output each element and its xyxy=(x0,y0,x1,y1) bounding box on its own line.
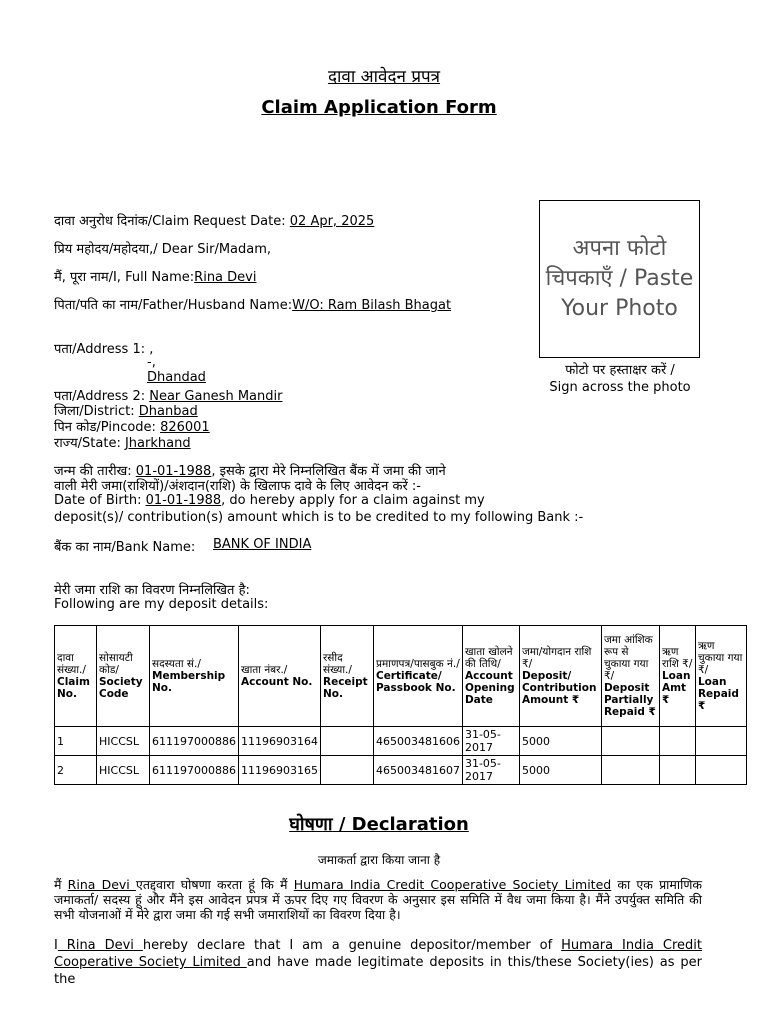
district-label: जिला/District: xyxy=(54,404,139,419)
table-cell xyxy=(695,727,746,756)
declaration-title xyxy=(0,812,758,836)
salutation: प्रिय महोदय/महोदया,/ Dear Sir/Madam, xyxy=(54,242,272,257)
photo-caption-hindi: फोटो पर हस्ताक्षर करें / xyxy=(565,363,675,378)
father-husband-value: W/O: Ram Bilash Bhagat xyxy=(292,298,452,313)
column-header xyxy=(462,626,519,727)
deposit-intro-hindi: मेरी जमा राशि का विवरण निम्नलिखित है: xyxy=(54,583,250,598)
decl-hindi-name: Rina Devi xyxy=(67,877,136,892)
column-header-english: Society Code xyxy=(99,676,143,700)
table-cell: 11196903165 xyxy=(238,756,320,785)
declaration-title-hindi: घोषणा xyxy=(289,814,333,835)
state-value: Jharkhand xyxy=(124,436,191,451)
column-header xyxy=(320,626,373,727)
declaration-title-english: / Declaration xyxy=(332,814,469,835)
table-cell: 5000 xyxy=(519,756,601,785)
deposit-intro-english: Following are my deposit details: xyxy=(54,597,269,612)
photo-caption xyxy=(540,362,700,396)
deposit-table-header xyxy=(55,626,747,727)
decl-english-part3: and have made legitimate deposits in this/these Society(ies) as per the xyxy=(54,955,702,987)
table-cell: 611197000886 xyxy=(150,727,239,756)
address1-label: पता/Address 1: , xyxy=(54,342,154,357)
bank-value: BANK OF INDIA xyxy=(213,537,312,552)
column-header-hindi: रसीद संख्या./ xyxy=(322,652,352,676)
father-husband-label: पिता/पति का नाम/Father/Husband Name: xyxy=(54,298,293,313)
table-cell: 465003481606 xyxy=(373,727,462,756)
table-cell: 1 xyxy=(55,727,97,756)
full-name-value: Rina Devi xyxy=(194,270,257,285)
table-cell: 11196903164 xyxy=(238,727,320,756)
address2-value: Near Ganesh Mandir xyxy=(149,389,283,404)
column-header-english: Claim No. xyxy=(57,676,90,700)
column-header xyxy=(695,626,746,727)
dob-hindi-line2: वाली मेरी जमा(राशियों)/अंशदान(राशि) के खिलाफ दावे के लिए आवेदन करें :- xyxy=(54,479,422,494)
decl-english-name: Rina Devi xyxy=(57,938,143,953)
pincode-label: पिन कोड/Pincode: xyxy=(54,420,161,435)
table-row xyxy=(55,727,747,756)
column-header xyxy=(238,626,320,727)
photo-box-text: अपना फोटो चिपकाएँ / Paste Your Photo xyxy=(545,236,694,321)
column-header xyxy=(55,626,97,727)
pincode-value: 826001 xyxy=(160,420,210,435)
table-cell xyxy=(659,756,695,785)
column-header-hindi: खाता नंबर./ xyxy=(240,664,288,676)
declaration-english xyxy=(54,937,702,988)
address1-line2: -, xyxy=(147,355,156,370)
column-header xyxy=(659,626,695,727)
table-cell xyxy=(695,756,746,785)
decl-english-society: Humara India Credit Cooperative Society Limited xyxy=(54,938,703,970)
decl-english-part1: I xyxy=(54,938,58,953)
photo-caption-english: Sign across the photo xyxy=(549,380,691,395)
address1-line3: Dhandad xyxy=(147,370,206,385)
table-row xyxy=(55,756,747,785)
column-header-english: Account No. xyxy=(240,676,313,688)
column-header-english: Receipt No. xyxy=(322,676,368,700)
column-header-hindi: ऋण राशि ₹/ xyxy=(661,646,693,670)
table-cell: 611197000886 xyxy=(150,756,239,785)
column-header-hindi: प्रमाणपत्र/पासबुक नं./ xyxy=(375,658,460,670)
column-header-english: Account Opening Date xyxy=(464,670,515,706)
form-title-hindi: दावा आवेदन प्रपत्र xyxy=(327,67,441,87)
dob-hindi-date: 01-01-1988 xyxy=(135,464,212,479)
column-header-hindi: सोसायटी कोड/ xyxy=(99,652,133,676)
dob-hindi-label: जन्म की तारीख: xyxy=(54,464,136,479)
column-header xyxy=(601,626,659,727)
claim-date-line xyxy=(54,211,374,229)
column-header-english: Membership No. xyxy=(152,670,226,694)
dob-hindi-rest: , इसके द्वारा मेरे निम्नलिखित बैंक में जमा की जाने xyxy=(211,464,446,479)
declaration-hindi xyxy=(54,877,702,922)
table-cell: HICCSL xyxy=(97,727,150,756)
district-value: Dhanbad xyxy=(138,404,198,419)
table-cell: HICCSL xyxy=(97,756,150,785)
dob-english-rest: , do hereby apply for a claim against my xyxy=(221,493,485,508)
table-cell xyxy=(320,756,373,785)
table-cell: 5000 xyxy=(519,727,601,756)
table-cell: 31-05-2017 xyxy=(462,727,519,756)
column-header xyxy=(373,626,462,727)
form-title-english: Claim Application Form xyxy=(261,97,497,118)
table-cell xyxy=(320,727,373,756)
column-header xyxy=(97,626,150,727)
claim-date-label: दावा अनुरोध दिनांक/Claim Request Date: xyxy=(54,214,290,229)
address2-label: पता/Address 2: xyxy=(54,389,150,404)
column-header-hindi: खाता खोलने की तिथि/ xyxy=(464,646,513,670)
table-cell: 31-05-2017 xyxy=(462,756,519,785)
column-header-english: Deposit/ Contribution Amount ₹ xyxy=(521,670,597,706)
table-cell xyxy=(659,727,695,756)
decl-hindi-part3: का एक प्रामाणिक जमाकर्ता/ सदस्य हूं और मैंने इस आवेदन प्रपत्र में ऊपर दिए गए विवरण के अनुसार इस समिति में वैध जमा किया है। मैंने उपर्युक्त समिति की सभी योजनाओं में मेरे द्वारा जमा की गई सभी जमाराशियों का विवरण दिया है। xyxy=(54,877,703,922)
decl-hindi-society: Humara India Credit Cooperative Society Limited xyxy=(293,877,612,892)
full-name-line xyxy=(54,267,256,285)
column-header-english: Loan Repaid ₹ xyxy=(697,676,739,712)
state-line xyxy=(54,433,191,451)
column-header-english: Deposit Partially Repaid ₹ xyxy=(603,682,656,718)
state-label: राज्य/State: xyxy=(54,436,125,451)
table-cell xyxy=(601,727,659,756)
full-name-label: मैं, पूरा नाम/I, Full Name: xyxy=(54,270,195,285)
decl-hindi-part2: एतद्द्वारा घोषणा करता हूं कि मैं xyxy=(135,877,294,892)
claim-date-value: 02 Apr, 2025 xyxy=(289,214,375,229)
table-cell: 2 xyxy=(55,756,97,785)
column-header xyxy=(150,626,239,727)
column-header-hindi: सदस्यता सं./ xyxy=(152,658,201,670)
column-header-english: Loan Amt ₹ xyxy=(661,670,691,706)
column-header xyxy=(519,626,601,727)
dob-english-label: Date of Birth: xyxy=(54,493,146,508)
bank-label: बैंक का नाम/Bank Name: xyxy=(54,540,196,555)
dob-english-line xyxy=(54,493,485,508)
column-header-english: Certificate/ Passbook No. xyxy=(375,670,456,694)
deposit-table xyxy=(54,625,747,785)
dob-english-date: 01-01-1988 xyxy=(145,493,222,508)
table-cell xyxy=(601,756,659,785)
father-husband-line xyxy=(54,295,451,313)
column-header-hindi: ऋण चुकाया गया ₹/ xyxy=(697,640,743,676)
column-header-hindi: जमा आंशिक रूप से चुकाया गया ₹/ xyxy=(603,634,653,682)
declaration-subtitle: जमाकर्ता द्वारा किया जाना है xyxy=(317,853,441,867)
photo-box xyxy=(539,200,700,358)
column-header-hindi: जमा/योगदान राशि ₹/ xyxy=(521,646,592,670)
decl-english-part2: hereby declare that I am a genuine depositor/member of xyxy=(142,938,562,953)
table-cell: 465003481607 xyxy=(373,756,462,785)
column-header-hindi: दावा संख्या./ xyxy=(57,652,86,676)
decl-hindi-part1: मैं xyxy=(54,877,68,892)
dob-english-line2: deposit(s)/ contribution(s) amount which is to be credited to my following Bank :- xyxy=(54,510,584,525)
